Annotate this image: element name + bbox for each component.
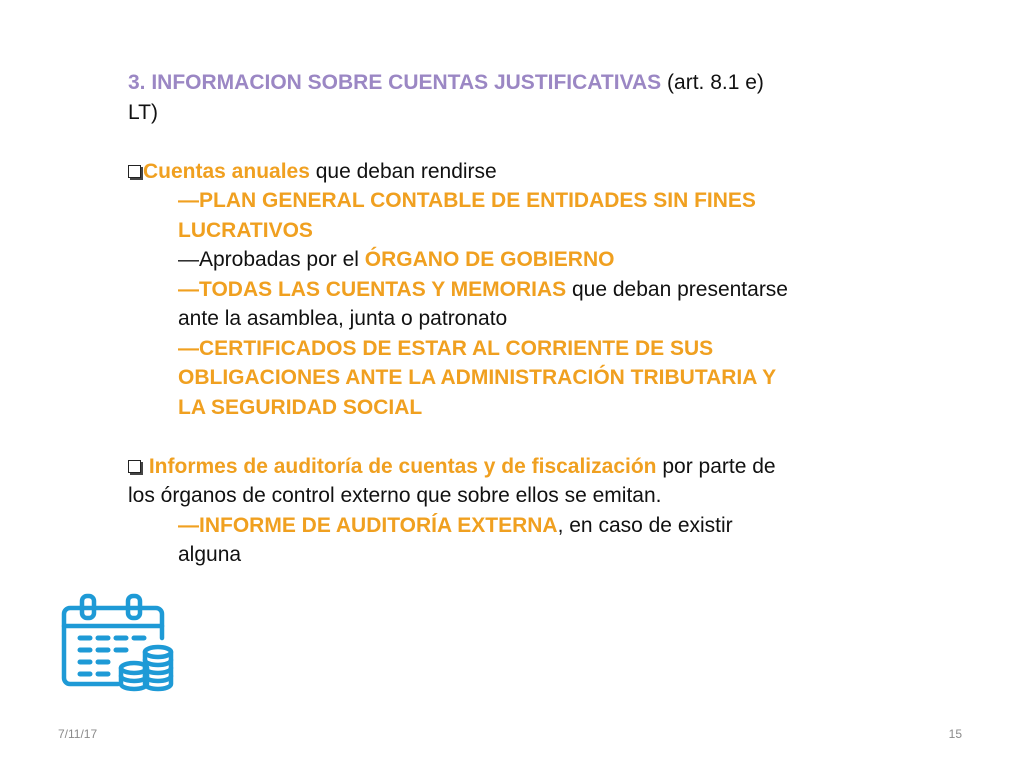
bullet-informes-rest: por parte de (656, 454, 776, 478)
footer-date: 7/11/17 (58, 727, 98, 741)
item-informe-auditoria-line-2: alguna (178, 543, 242, 566)
bullet-cuentas-anuales-title: Cuentas anuales (143, 159, 310, 183)
slide-heading (128, 68, 928, 98)
bullet-cuentas-anuales-rest: que deban rendirse (309, 159, 497, 183)
bullet-cuentas-anuales (128, 157, 928, 187)
item-informe-auditoria-rest: , en caso de existir (557, 513, 733, 537)
item-todas-cuentas-bold: —TODAS LAS CUENTAS Y MEMORIAS (178, 277, 567, 301)
item-certificados-line-3: LA SEGURIDAD SOCIAL (178, 395, 423, 419)
bullet-informes-line-2: los órganos de control externo que sobre ellos se emitan. (128, 484, 662, 507)
heading-line-2: LT) (128, 100, 158, 124)
item-plan-general-line-2: LUCRATIVOS (178, 218, 313, 242)
calendar-coins-icon (58, 592, 178, 698)
checkbox-bullet-icon (128, 165, 141, 178)
bullet-informes-title: Informes de auditoría de cuentas y de fiscalización (148, 454, 657, 478)
item-aprobadas (128, 245, 928, 275)
item-todas-cuentas-line-2: ante la asamblea, junta o patronato (178, 307, 508, 330)
heading-article: (art. 8.1 e) (661, 71, 764, 94)
footer-page-number: 15 (948, 727, 962, 741)
item-certificados-line-1: —CERTIFICADOS DE ESTAR AL CORRIENTE DE SUS (178, 336, 714, 360)
item-todas-cuentas-rest: que deban presentarse (566, 277, 788, 301)
item-aprobadas-bold: ÓRGANO DE GOBIERNO (364, 248, 615, 271)
item-informe-auditoria-bold: —INFORME DE AUDITORÍA EXTERNA (178, 513, 558, 537)
item-plan-general-line-1: —PLAN GENERAL CONTABLE DE ENTIDADES SIN FINES (178, 189, 756, 212)
item-informe-auditoria (128, 511, 928, 541)
heading-title: 3. INFORMACION SOBRE CUENTAS JUSTIFICATIVAS (128, 71, 662, 94)
checkbox-bullet-icon (128, 460, 141, 473)
bullet-informes-auditoria (128, 452, 928, 482)
item-aprobadas-prefix: —Aprobadas por el (178, 248, 365, 271)
slide-content (128, 68, 928, 570)
item-todas-cuentas (128, 275, 928, 305)
item-certificados-line-2: OBLIGACIONES ANTE LA ADMINISTRACIÓN TRIBUTARIA Y (178, 366, 777, 389)
